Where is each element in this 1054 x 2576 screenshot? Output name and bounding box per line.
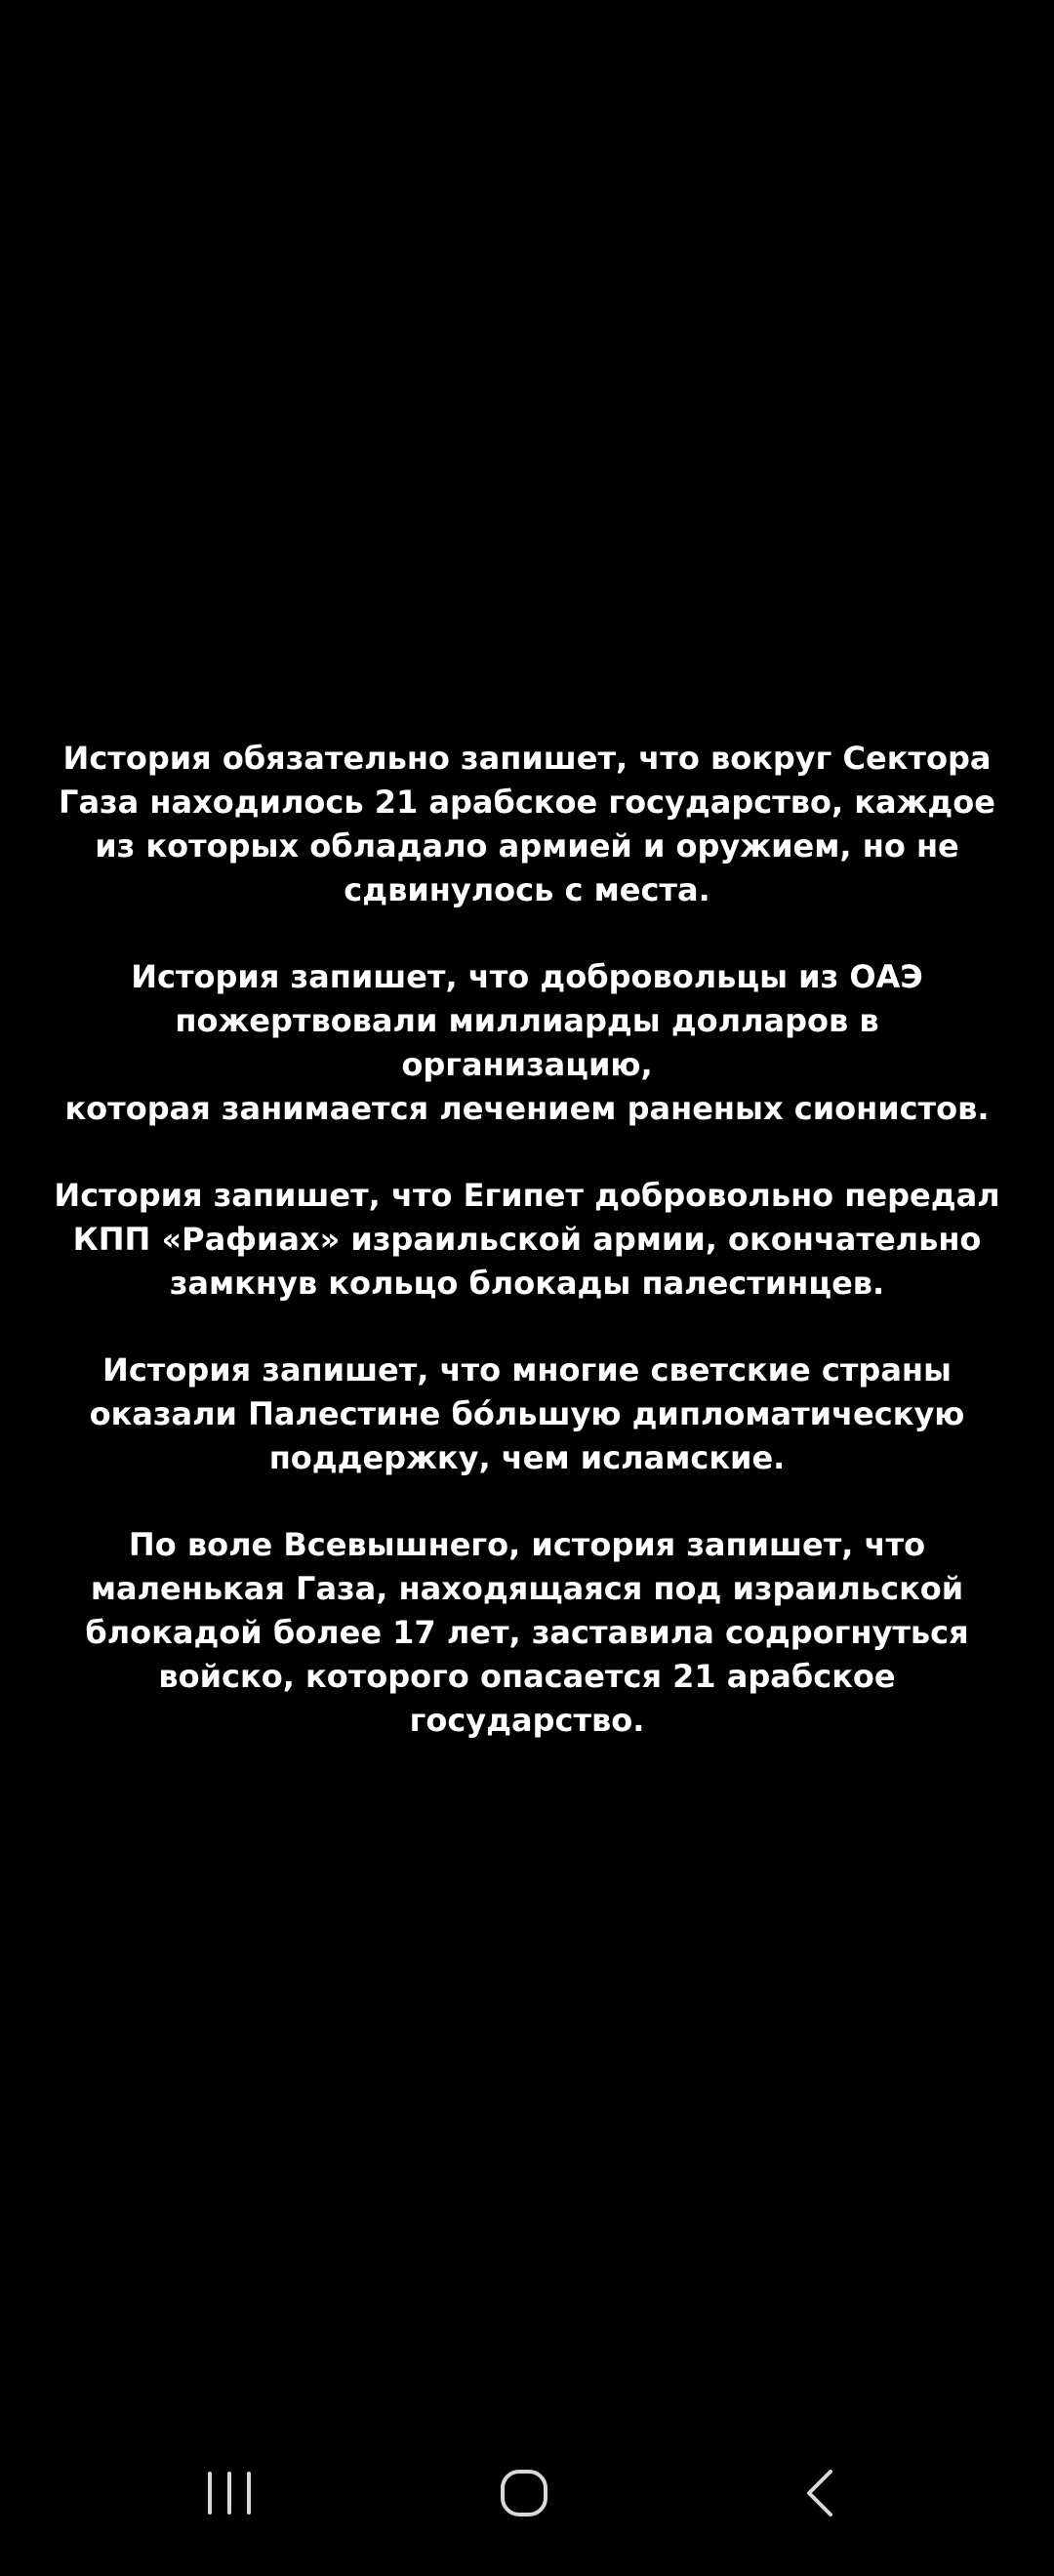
back-button[interactable] xyxy=(761,2430,878,2556)
recent-apps-button[interactable] xyxy=(171,2430,288,2556)
story-paragraph-3: История запишет, что Египет добровольно передал КПП «Рафиах» израильской армии, окончательно замкнув кольцо блокады палестинцев. xyxy=(54,1177,1000,1302)
story-paragraph-4: История запишет, что многие светские страны оказали Палестине бóльшую дипломатическую поддержку, чем исламские. xyxy=(89,1351,965,1476)
story-paragraph-5: По воле Всевышнего, история запишет, что маленькая Газа, находящаяся под израильской блокадой более 17 лет, заставила содрогнуться войско, которого опасается 21 арабское государство. xyxy=(85,1526,969,1739)
story-paragraph-2: История запишет, что добровольцы из ОАЭ пожертвовали миллиарды долларов в организацию, которая занимается лечением раненых сионистов. xyxy=(64,958,990,1127)
system-navigation-bar xyxy=(0,2430,1054,2576)
story-paragraph-1: История обязательно запишет, что вокруг Сектора Газа находилось 21 арабское государство, каждое из которых обладало армией и оружием, но не сдвинулось с места. xyxy=(59,740,995,908)
home-button[interactable] xyxy=(466,2430,583,2556)
story-text xyxy=(49,737,1005,1743)
back-icon xyxy=(803,2468,836,2518)
home-icon xyxy=(500,2469,548,2517)
recent-apps-icon xyxy=(205,2471,254,2516)
